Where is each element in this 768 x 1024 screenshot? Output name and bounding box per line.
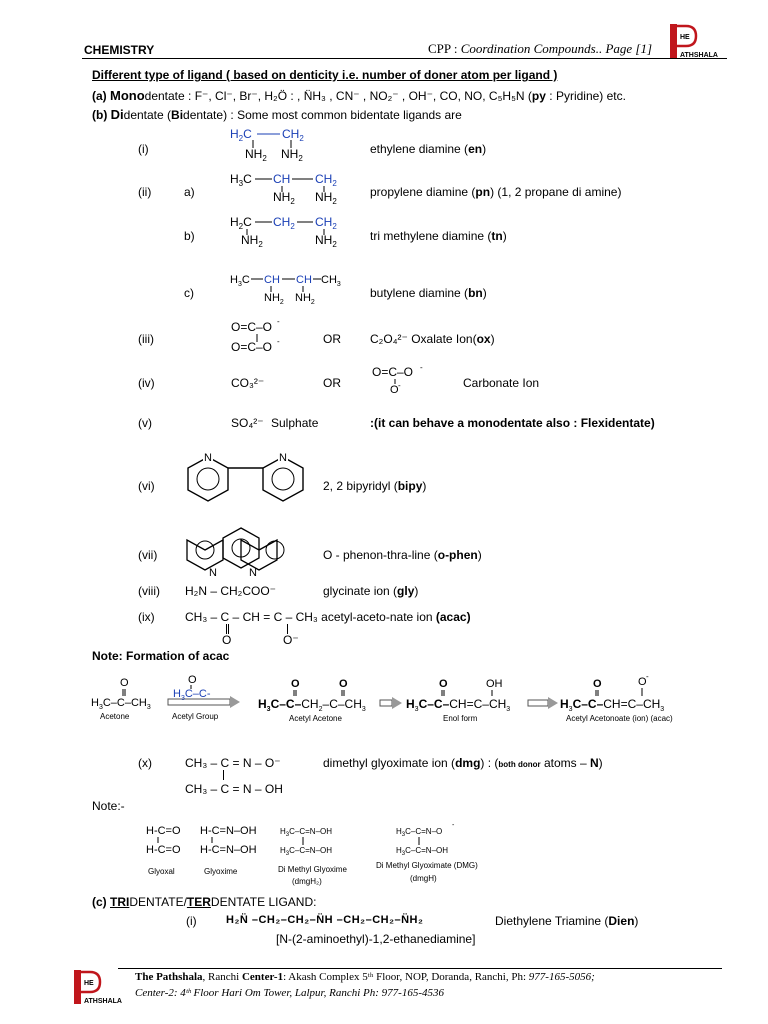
svg-text:O: O	[390, 384, 399, 396]
svg-text:O: O	[188, 674, 197, 686]
svg-text:-: -	[646, 672, 649, 681]
bi-line: (b) Didentate (Bidentate) : Some most common bidentate ligands are	[92, 107, 462, 122]
item-iv-formula: CO₃²⁻	[231, 376, 265, 390]
svg-text:H3C–C–CH2–C–CH3: $H_3C-C-CH_2-C-CH_3$	[258, 697, 366, 713]
svg-text:H-C=O: H-C=O	[146, 825, 181, 837]
svg-text:H2C: $H_2C$	[230, 127, 252, 143]
footer-line1: The Pathshala, Ranchi Center-1: Akash Complex 5ᵗʰ Floor, NOP, Doranda, Ranchi, Ph: 977-165-5056;	[135, 971, 595, 983]
carbonate-structure	[368, 362, 438, 396]
svg-text:CH: CH	[296, 274, 312, 286]
item-ii-num: (ii)	[138, 185, 152, 199]
bn-structure	[225, 268, 355, 308]
bipyridyl-structure	[183, 449, 313, 509]
glyoxal-label: Glyoxal	[148, 867, 175, 876]
svg-text:H3C: $H_3C$	[230, 172, 252, 188]
cpp-header	[428, 41, 652, 57]
svg-text:H3C–C=N–O: $H_3C-C=N-O$	[396, 827, 443, 838]
item-ix-num: (ix)	[138, 610, 155, 624]
svg-text:N: N	[249, 567, 257, 579]
svg-text:O=C–O: O=C–O	[231, 320, 273, 334]
svg-text:CH2: $CH_2$	[315, 215, 337, 231]
svg-text:-: -	[277, 337, 280, 346]
svg-text:NH2: $NH_2$	[241, 233, 263, 249]
dien-iupac: [N-(2-aminoethyl)-1,2-ethanediamine]	[276, 932, 476, 946]
page-label: Page [1]	[605, 41, 653, 56]
item-x-line1: CH₃ – C = N – O⁻	[185, 756, 281, 770]
acac-o1: O	[222, 633, 232, 647]
logo-top-text: HE	[680, 34, 690, 41]
svg-text:O: O	[120, 677, 129, 689]
item-iii-num: (iii)	[138, 332, 154, 346]
acetonoate-label: Acetyl Acetonoate (ion) (acac)	[566, 714, 673, 723]
item-iv-or: OR	[323, 376, 341, 390]
note2-title: Note:-	[92, 799, 125, 813]
item-vi-num: (vi)	[138, 479, 155, 493]
svg-text:O: O	[339, 678, 348, 690]
svg-text:-: -	[420, 363, 423, 372]
section-heading: Different type of ligand ( based on denticity i.e. number of doner atom per ligand )	[92, 68, 558, 82]
svg-text:H3C–C=N–OH: $H_3C-C=N-OH$	[396, 846, 449, 857]
footer-logo-top-text: HE	[84, 980, 94, 987]
cpp-prefix: CPP :	[428, 41, 461, 56]
item-ii-sub-b: b)	[184, 229, 195, 243]
item-viii-name: glycinate ion (gly)	[323, 584, 419, 598]
svg-text:N: N	[204, 452, 212, 464]
item-x-num: (x)	[138, 756, 152, 770]
svg-text:O: O	[291, 678, 300, 690]
svg-text:O: O	[638, 676, 647, 688]
subject-title: CHEMISTRY	[84, 43, 155, 57]
footer-logo-bottom-text: ATHSHALA	[84, 998, 122, 1005]
item-vii-num: (vii)	[138, 548, 158, 562]
header-rule	[82, 58, 727, 59]
svg-text:CH3: $CH_3$	[321, 274, 341, 288]
svg-text:H2C: $H_2C$	[230, 215, 252, 231]
svg-text:NH2: $NH_2$	[315, 233, 337, 249]
item-viii-num: (viii)	[138, 584, 160, 598]
svg-text:O: O	[593, 678, 602, 690]
item-iic-name: butylene diamine (bn)	[370, 286, 487, 300]
svg-text:H-C=O: H-C=O	[146, 844, 181, 856]
svg-text:N: N	[209, 567, 217, 579]
cpp-title: Coordination Compounds..	[460, 41, 603, 56]
dien-formula: H₂N̈ –CH₂–CH₂–N̈H –CH₂–CH₂–N̈H₂	[226, 914, 424, 926]
footer-line2: Center-2: 4ᵗʰ Floor Hari Om Tower, Lalpur, Ranchi Ph: 977-165-4536	[135, 987, 444, 999]
svg-text:-: -	[398, 381, 401, 390]
svg-text:CH: CH	[264, 274, 280, 286]
svg-text:H3C–C–CH=C–CH3: $H_3C-C-CH=C-CH_3$	[560, 697, 665, 713]
item-i-name: ethylene diamine (en)	[370, 142, 487, 156]
tn-structure	[225, 211, 355, 251]
item-i-num: (i)	[138, 142, 149, 156]
item-ii-sub-c: c)	[184, 286, 194, 300]
svg-text:NH2: $NH_2$	[315, 190, 337, 206]
acac-o2: O⁻	[283, 633, 299, 647]
item-ii-name: propylene diamine (pn) (1, 2 propane di amine)	[370, 185, 622, 199]
item-ix-formula: CH₃ – C – CH = C – CH₃ acetyl-aceto-nate ion (acac)	[185, 610, 471, 624]
svg-text:H3C–C–CH3: $H_3C-C-CH_3$	[91, 697, 151, 711]
svg-text:NH2: $NH_2$	[264, 292, 284, 306]
svg-text:O=C–O: O=C–O	[372, 365, 414, 379]
svg-text:-: -	[452, 822, 455, 829]
acac-note-title: Note: Formation of acac	[92, 649, 230, 663]
dmgh-label: Di Methyl Glyoximate (DMG)	[376, 861, 478, 870]
svg-text:NH2: $NH_2$	[281, 147, 303, 163]
item-ii-sub-a: a)	[184, 185, 195, 199]
item-vii-name: O - phenon-thra-line (o-phen)	[323, 548, 482, 562]
dmgh-label-b: (dmgH)	[410, 874, 437, 883]
item-x-name: dimethyl glyoximate ion (dmg) : (both donor atoms – N)	[323, 756, 603, 770]
item-iii-or: OR	[323, 332, 341, 346]
en-structure	[225, 124, 345, 164]
glyoxime-label: Glyoxime	[204, 867, 238, 876]
tri-heading: (c) TRIDENTATE/TERDENTATE LIGAND:	[92, 895, 317, 909]
dmgh2-label-b: (dmgH₂)	[292, 877, 322, 886]
pathshala-logo	[668, 22, 728, 62]
svg-text:O: O	[439, 678, 448, 690]
item-vi-name: 2, 2 bipyridyl (bipy)	[323, 479, 427, 493]
item-viii-formula: H₂N – CH₂COO⁻	[185, 584, 276, 598]
item-v-note: :(it can behave a monodentate also : Flexidentate)	[370, 416, 655, 430]
svg-text:H3C–C–CH=C–CH3: $H_3C-C-CH=C-CH_3$	[406, 697, 511, 713]
svg-text:O=C–O: O=C–O	[231, 340, 273, 354]
glyoxime-series	[140, 818, 520, 890]
svg-text:H3C–C-: $H_3C-C-$	[173, 688, 211, 702]
tri-num: (i)	[186, 914, 197, 928]
svg-text:H3C: $H_3C$	[230, 274, 250, 288]
dien-name: Diethylene Triamine (Dien)	[495, 914, 639, 928]
svg-text:H-C=N–OH: H-C=N–OH	[200, 844, 257, 856]
svg-text:H3C–C=N–OH: $H_3C-C=N-OH$	[280, 846, 333, 857]
svg-text:N: N	[279, 452, 287, 464]
phenanthroline-structure	[183, 520, 293, 580]
svg-text:CH2: $CH_2$	[315, 172, 337, 188]
item-iii-name: C₂O₄²⁻ Oxalate Ion(ox)	[370, 332, 495, 346]
item-x-line2: CH₃ – C = N – OH	[185, 782, 283, 796]
footer-rule	[118, 968, 722, 969]
acetyl-acetone-label: Acetyl Acetone	[289, 714, 342, 723]
logo-bottom-text: ATHSHALA	[680, 52, 718, 59]
item-v-word: Sulphate	[271, 416, 319, 430]
acetone-label: Acetone	[100, 712, 130, 721]
acetyl-group-label: Acetyl Group	[172, 712, 219, 721]
pn-structure	[225, 168, 355, 208]
svg-text:CH2: $CH_2$	[282, 127, 304, 143]
svg-text:H3C–C=N–OH: $H_3C-C=N-OH$	[280, 827, 333, 838]
enol-label: Enol form	[443, 714, 478, 723]
oxalate-structure	[225, 316, 305, 358]
item-v-formula: SO₄²⁻	[231, 416, 264, 430]
mono-line: (a) Monodentate : F⁻, Cl⁻, Br⁻, H₂Ö : , N̈H₃ , CN⁻ , NO₂⁻ , OH⁻, CO, NO, C₅H₅N (py : Pyridine) etc.	[92, 88, 626, 103]
item-iv-num: (iv)	[138, 376, 155, 390]
svg-text:CH2: $CH_2$	[273, 215, 295, 231]
svg-text:NH2: $NH_2$	[295, 292, 315, 306]
svg-text:CH: CH	[273, 172, 291, 186]
dmg-bond	[223, 770, 224, 780]
dmgh2-label: Di Methyl Glyoxime	[278, 865, 347, 874]
footer-logo	[72, 968, 132, 1008]
svg-text:NH2: $NH_2$	[245, 147, 267, 163]
svg-text:OH: OH	[486, 678, 503, 690]
item-iv-name: Carbonate Ion	[463, 376, 540, 390]
item-iib-name: tri methylene diamine (tn)	[370, 229, 507, 243]
item-v-num: (v)	[138, 416, 152, 430]
acac-formation-scheme	[86, 672, 696, 732]
svg-text:NH2: $NH_2$	[273, 190, 295, 206]
svg-text:H-C=N–OH: H-C=N–OH	[200, 825, 257, 837]
svg-text:-: -	[277, 317, 280, 326]
